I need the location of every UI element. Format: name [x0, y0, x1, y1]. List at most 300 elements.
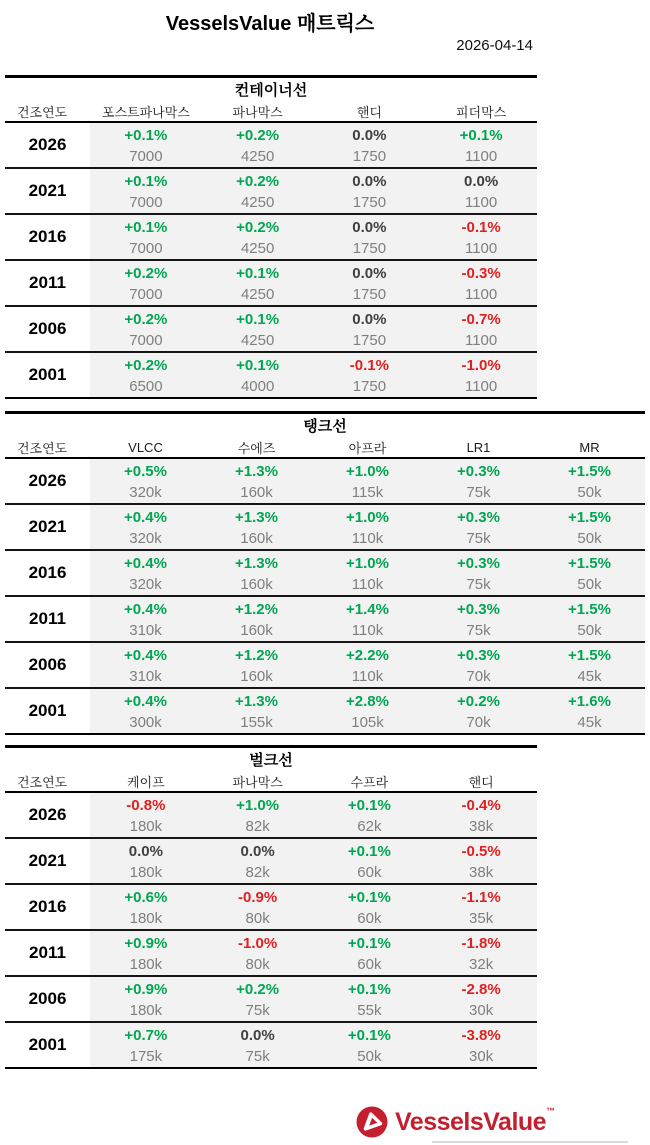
- percent-change: +1.0%: [346, 554, 389, 572]
- row-data-area: [90, 307, 537, 351]
- data-cell: [534, 505, 645, 549]
- vessel-value: 180k: [129, 863, 163, 881]
- percent-change: +0.9%: [124, 980, 168, 998]
- vessel-value: 160k: [240, 575, 273, 593]
- vessel-value: 82k: [245, 817, 270, 835]
- vessel-value: 80k: [245, 955, 270, 973]
- percent-change: -0.7%: [461, 310, 501, 328]
- vessel-value: 1100: [464, 239, 498, 257]
- vessel-value: 75k: [245, 1047, 270, 1065]
- data-cell: [90, 261, 202, 305]
- vessel-value: 160k: [240, 667, 273, 685]
- vessel-value: 180k: [129, 1001, 163, 1019]
- data-cell: [425, 215, 537, 259]
- data-cell: [425, 307, 537, 351]
- percent-change: +1.0%: [346, 462, 389, 480]
- table-row: [5, 689, 645, 735]
- percent-change: 0.0%: [128, 842, 163, 860]
- column-header: VLCC: [128, 440, 163, 455]
- vessel-value: 32k: [469, 955, 494, 973]
- data-cell: [314, 353, 426, 397]
- table-벌크선: [5, 745, 537, 1069]
- vessel-value: 180k: [129, 955, 163, 973]
- build-year-label: 2021: [5, 169, 90, 213]
- year-column-header: 건조연도: [17, 775, 68, 790]
- table-row: [5, 551, 645, 597]
- data-cell: [425, 123, 537, 167]
- footer-logo-wordmark: VesselsValue: [395, 1108, 547, 1136]
- percent-change: +0.1%: [347, 796, 391, 814]
- data-cell: [90, 169, 202, 213]
- vessel-value: 1750: [352, 239, 387, 257]
- data-cell: [425, 261, 537, 305]
- row-data-area: [90, 597, 645, 641]
- vessel-value: 35k: [469, 909, 494, 927]
- data-cell: [90, 1023, 202, 1067]
- data-cell: [425, 839, 537, 883]
- row-data-area: [90, 643, 645, 687]
- data-cell: [202, 1023, 314, 1067]
- data-cell: [534, 459, 645, 503]
- data-cell: [423, 597, 534, 641]
- data-cell: [423, 643, 534, 687]
- column-header: 케이프: [127, 775, 165, 790]
- vessel-value: 1750: [352, 147, 387, 165]
- data-cell: [90, 885, 202, 929]
- vessel-value: 7000: [129, 285, 163, 303]
- vessel-value: 50k: [577, 483, 602, 501]
- vessel-value: 310k: [129, 667, 162, 685]
- data-cell: [202, 931, 314, 975]
- row-data-area: [90, 261, 537, 305]
- percent-change: +0.1%: [347, 980, 391, 998]
- build-year-label: 2026: [5, 123, 90, 167]
- percent-change: -2.8%: [461, 980, 501, 998]
- data-cell: [90, 307, 202, 351]
- data-cell: [201, 551, 312, 595]
- column-header: 수에즈: [237, 441, 276, 456]
- percent-change: +0.6%: [124, 888, 168, 906]
- column-header: 피더막스: [456, 105, 507, 120]
- vessel-value: 1750: [352, 193, 387, 211]
- data-cell: [423, 459, 534, 503]
- data-cell: [201, 643, 312, 687]
- build-year-label: 2026: [5, 459, 90, 503]
- percent-change: +0.2%: [124, 264, 168, 282]
- percent-change: +0.2%: [236, 980, 280, 998]
- vessel-value: 75k: [466, 529, 491, 547]
- column-header-row: [5, 772, 537, 793]
- row-data-area: [90, 123, 537, 167]
- vessel-value: 4250: [240, 147, 275, 165]
- vessel-value: 175k: [129, 1047, 163, 1065]
- data-cell: [202, 885, 314, 929]
- data-cell: [201, 689, 312, 733]
- data-cell: [314, 839, 426, 883]
- percent-change: -3.8%: [461, 1026, 501, 1044]
- percent-change: +0.4%: [124, 600, 167, 618]
- vessel-value: 62k: [357, 817, 382, 835]
- data-cell: [425, 885, 537, 929]
- vessel-value: 60k: [357, 863, 382, 881]
- data-cell: [425, 793, 537, 837]
- percent-change: +0.3%: [457, 600, 500, 618]
- row-data-area: [90, 353, 537, 397]
- data-cell: [425, 977, 537, 1021]
- table-section-title: 벌크선: [249, 752, 293, 769]
- data-cell: [202, 307, 314, 351]
- vessel-value: 50k: [577, 621, 602, 639]
- build-year-label: 2001: [5, 1023, 90, 1067]
- data-cell: [90, 689, 201, 733]
- row-data-area: [90, 1023, 537, 1067]
- data-cell: [423, 551, 534, 595]
- percent-change: +0.3%: [457, 554, 500, 572]
- vessel-value: 7000: [129, 239, 163, 257]
- vessel-value: 1750: [352, 331, 387, 349]
- vessel-value: 7000: [129, 193, 163, 211]
- vessel-value: 30k: [469, 1047, 494, 1065]
- vessel-value: 110k: [351, 529, 384, 547]
- data-cell: [314, 1023, 426, 1067]
- build-year-label: 2006: [5, 307, 90, 351]
- vessel-value: 38k: [469, 817, 494, 835]
- vessel-value: 45k: [577, 667, 602, 685]
- build-year-label: 2016: [5, 885, 90, 929]
- table-탱크선: [5, 411, 645, 735]
- row-data-area: [90, 689, 645, 733]
- vessel-value: 115k: [351, 483, 384, 501]
- data-cell: [312, 551, 423, 595]
- trademark-symbol: ™: [546, 1106, 555, 1116]
- vessel-value: 30k: [469, 1001, 494, 1019]
- percent-change: +0.7%: [124, 1026, 168, 1044]
- vessel-value: 6500: [129, 377, 163, 395]
- data-cell: [202, 353, 314, 397]
- vessel-value: 7000: [129, 147, 163, 165]
- vessel-value: 38k: [469, 863, 494, 881]
- data-cell: [425, 353, 537, 397]
- vessel-value: 160k: [240, 621, 273, 639]
- data-cell: [90, 123, 202, 167]
- percent-change: -0.3%: [461, 264, 501, 282]
- vessel-value: 110k: [351, 575, 384, 593]
- vessel-value: 160k: [240, 529, 273, 547]
- table-row: [5, 597, 645, 643]
- table-row: [5, 793, 537, 839]
- data-cell: [90, 459, 201, 503]
- vessel-value: 310k: [129, 621, 162, 639]
- percent-change: +1.6%: [568, 692, 611, 710]
- percent-change: 0.0%: [352, 126, 387, 144]
- build-year-label: 2011: [5, 931, 90, 975]
- data-cell: [314, 123, 426, 167]
- vessel-value: 320k: [129, 483, 162, 501]
- data-cell: [423, 689, 534, 733]
- build-year-label: 2021: [5, 505, 90, 549]
- percent-change: 0.0%: [352, 264, 387, 282]
- percent-change: +0.2%: [124, 356, 168, 374]
- row-data-area: [90, 885, 537, 929]
- data-cell: [534, 643, 645, 687]
- vessel-value: 45k: [577, 713, 602, 731]
- table-row: [5, 215, 537, 261]
- vessel-value: 55k: [357, 1001, 382, 1019]
- percent-change: +0.1%: [236, 310, 280, 328]
- vessel-value: 4250: [240, 193, 275, 211]
- vessel-value: 320k: [129, 575, 162, 593]
- vessel-value: 4000: [240, 377, 275, 395]
- vessel-value: 110k: [351, 667, 384, 685]
- percent-change: +0.3%: [457, 462, 500, 480]
- data-cell: [90, 505, 201, 549]
- percent-change: +1.3%: [235, 692, 278, 710]
- vessel-value: 50k: [357, 1047, 382, 1065]
- percent-change: +1.3%: [235, 508, 278, 526]
- vessel-value: 75k: [245, 1001, 270, 1019]
- vessel-value: 155k: [240, 713, 273, 731]
- column-header: 아프라: [348, 441, 387, 456]
- vessel-value: 180k: [129, 817, 163, 835]
- data-cell: [202, 169, 314, 213]
- column-header-row: [5, 102, 537, 123]
- vessel-value: 4250: [240, 331, 275, 349]
- build-year-label: 2016: [5, 551, 90, 595]
- row-data-area: [90, 459, 645, 503]
- vessel-value: 1750: [352, 285, 387, 303]
- data-cell: [534, 551, 645, 595]
- vessel-value: 1100: [464, 331, 498, 349]
- column-header: 핸디: [468, 775, 494, 790]
- row-data-area: [90, 931, 537, 975]
- percent-change: -1.8%: [461, 934, 501, 952]
- data-cell: [201, 459, 312, 503]
- table-section-title: 컨테이너선: [234, 82, 308, 99]
- build-year-label: 2006: [5, 643, 90, 687]
- column-header: 파나막스: [232, 105, 283, 120]
- data-cell: [90, 931, 202, 975]
- table-row: [5, 1023, 537, 1069]
- percent-change: +0.1%: [347, 888, 391, 906]
- percent-change: +0.1%: [347, 842, 391, 860]
- data-cell: [202, 839, 314, 883]
- percent-change: +0.4%: [124, 692, 167, 710]
- percent-change: +0.3%: [457, 646, 500, 664]
- percent-change: +1.5%: [568, 646, 611, 664]
- build-year-label: 2026: [5, 793, 90, 837]
- vessel-value: 50k: [577, 529, 602, 547]
- percent-change: +0.2%: [236, 218, 280, 236]
- percent-change: +1.3%: [235, 462, 278, 480]
- vessel-value: 110k: [351, 621, 384, 639]
- table-row: [5, 977, 537, 1023]
- vessel-value: 50k: [577, 575, 602, 593]
- percent-change: +1.2%: [235, 600, 278, 618]
- percent-change: 0.0%: [352, 310, 387, 328]
- year-column-header: 건조연도: [17, 105, 68, 120]
- table-row: [5, 307, 537, 353]
- percent-change: 0.0%: [240, 1026, 275, 1044]
- percent-change: +2.2%: [346, 646, 389, 664]
- data-cell: [314, 793, 426, 837]
- percent-change: +1.2%: [235, 646, 278, 664]
- percent-change: +0.4%: [124, 646, 167, 664]
- data-cell: [314, 931, 426, 975]
- table-row: [5, 931, 537, 977]
- table-row: [5, 839, 537, 885]
- percent-change: 0.0%: [240, 842, 275, 860]
- column-header: 포스트파나막스: [101, 105, 190, 120]
- percent-change: +0.1%: [124, 172, 168, 190]
- percent-change: 0.0%: [352, 172, 387, 190]
- table-row: [5, 505, 645, 551]
- tables-container: [5, 75, 645, 1069]
- vessel-value: 75k: [466, 621, 491, 639]
- vessel-value: 60k: [357, 955, 382, 973]
- data-cell: [202, 261, 314, 305]
- percent-change: -0.1%: [349, 356, 389, 374]
- page-title: VesselsValue 매트릭스: [165, 13, 375, 35]
- percent-change: +0.1%: [124, 126, 168, 144]
- vessel-value: 1750: [352, 377, 387, 395]
- percent-change: +1.5%: [568, 554, 611, 572]
- vessel-value: 70k: [466, 713, 491, 731]
- data-cell: [312, 597, 423, 641]
- vessel-value: 1100: [464, 193, 498, 211]
- vessel-value: 75k: [466, 575, 491, 593]
- build-year-label: 2006: [5, 977, 90, 1021]
- column-header: 파나막스: [232, 775, 283, 790]
- row-data-area: [90, 505, 645, 549]
- row-data-area: [90, 839, 537, 883]
- vessel-value: 60k: [357, 909, 382, 927]
- table-row: [5, 261, 537, 307]
- percent-change: +0.1%: [459, 126, 503, 144]
- column-header: 핸디: [356, 105, 382, 120]
- data-cell: [425, 169, 537, 213]
- vessel-value: 75k: [466, 483, 491, 501]
- vessel-value: 4250: [240, 285, 275, 303]
- footer-logo-text: [395, 1106, 555, 1138]
- percent-change: +0.2%: [124, 310, 168, 328]
- vessel-value: 7000: [129, 331, 163, 349]
- percent-change: -0.9%: [238, 888, 278, 906]
- report-date: 2026-04-14: [456, 37, 533, 54]
- vessel-value: 70k: [466, 667, 491, 685]
- build-year-label: 2001: [5, 353, 90, 397]
- table-row: [5, 123, 537, 169]
- vessel-value: 180k: [129, 909, 163, 927]
- data-cell: [90, 597, 201, 641]
- percent-change: +0.1%: [347, 1026, 391, 1044]
- table-row: [5, 643, 645, 689]
- data-cell: [312, 643, 423, 687]
- row-data-area: [90, 793, 537, 837]
- data-cell: [90, 353, 202, 397]
- percent-change: +0.1%: [236, 264, 280, 282]
- percent-change: +1.0%: [346, 508, 389, 526]
- data-cell: [312, 689, 423, 733]
- percent-change: +1.4%: [346, 600, 389, 618]
- data-cell: [202, 215, 314, 259]
- percent-change: +1.3%: [235, 554, 278, 572]
- vessel-value: 160k: [240, 483, 273, 501]
- data-cell: [202, 123, 314, 167]
- percent-change: -1.0%: [238, 934, 278, 952]
- data-cell: [90, 215, 202, 259]
- percent-change: +1.5%: [568, 462, 611, 480]
- data-cell: [314, 169, 426, 213]
- data-cell: [423, 505, 534, 549]
- data-cell: [201, 597, 312, 641]
- percent-change: +0.1%: [124, 218, 168, 236]
- data-cell: [90, 793, 202, 837]
- data-cell: [314, 885, 426, 929]
- table-row: [5, 169, 537, 215]
- percent-change: -0.1%: [461, 218, 501, 236]
- percent-change: +0.2%: [236, 126, 280, 144]
- table-row: [5, 885, 537, 931]
- vessel-value: 1100: [464, 147, 498, 165]
- build-year-label: 2001: [5, 689, 90, 733]
- percent-change: 0.0%: [464, 172, 499, 190]
- percent-change: -1.0%: [461, 356, 501, 374]
- bottom-divider-line: [432, 1141, 628, 1143]
- data-cell: [312, 505, 423, 549]
- row-data-area: [90, 551, 645, 595]
- percent-change: +0.5%: [124, 462, 167, 480]
- table-row: [5, 459, 645, 505]
- percent-change: 0.0%: [352, 218, 387, 236]
- percent-change: +1.0%: [236, 796, 280, 814]
- column-header: MR: [579, 440, 600, 455]
- data-cell: [201, 505, 312, 549]
- row-data-area: [90, 977, 537, 1021]
- percent-change: +1.5%: [568, 600, 611, 618]
- percent-change: +0.1%: [347, 934, 391, 952]
- table-컨테이너선: [5, 75, 537, 399]
- data-cell: [314, 977, 426, 1021]
- build-year-label: 2016: [5, 215, 90, 259]
- column-header: LR1: [466, 440, 491, 455]
- data-cell: [90, 643, 201, 687]
- vessel-value: 300k: [129, 713, 162, 731]
- percent-change: +0.3%: [457, 508, 500, 526]
- percent-change: -0.4%: [461, 796, 501, 814]
- vessel-value: 320k: [129, 529, 162, 547]
- data-cell: [314, 261, 426, 305]
- build-year-label: 2011: [5, 597, 90, 641]
- table-row: [5, 353, 537, 399]
- data-cell: [534, 597, 645, 641]
- data-cell: [314, 307, 426, 351]
- data-cell: [90, 551, 201, 595]
- row-data-area: [90, 169, 537, 213]
- year-column-header: 건조연도: [17, 441, 68, 456]
- vessel-value: 82k: [245, 863, 270, 881]
- percent-change: +0.4%: [124, 554, 167, 572]
- vessel-value: 80k: [245, 909, 270, 927]
- column-header: 수프라: [350, 775, 389, 790]
- table-section-title: 탱크선: [303, 418, 347, 435]
- footer-logo: [356, 1106, 555, 1138]
- percent-change: +0.9%: [124, 934, 168, 952]
- percent-change: +0.2%: [236, 172, 280, 190]
- data-cell: [90, 977, 202, 1021]
- vessel-value: 4250: [240, 239, 275, 257]
- data-cell: [90, 839, 202, 883]
- percent-change: -0.8%: [126, 796, 166, 814]
